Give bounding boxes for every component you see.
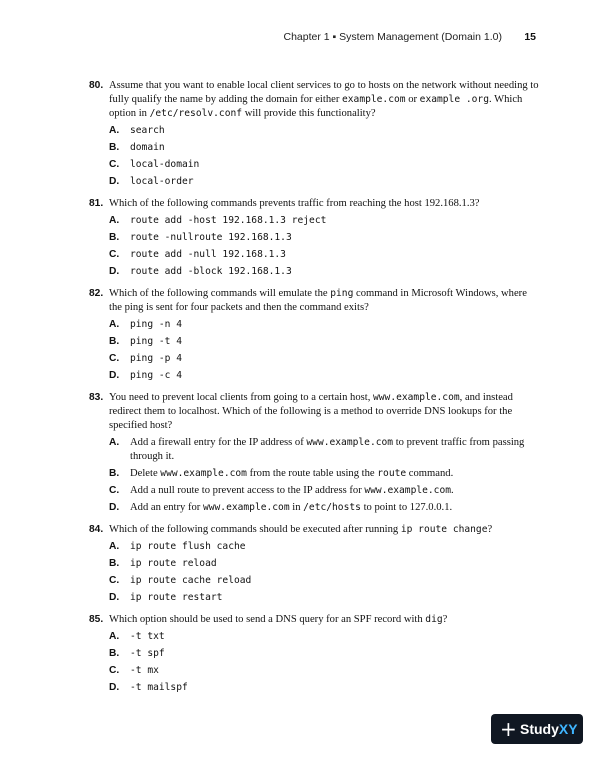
answer-option	[89, 335, 539, 349]
option-letter: C.	[109, 485, 120, 496]
option-text: route add -null 192.168.1.3	[130, 249, 286, 260]
question-81	[89, 197, 539, 279]
answer-option	[89, 664, 539, 678]
answer-option	[89, 647, 539, 661]
question-80	[89, 79, 539, 189]
answer-option	[89, 369, 539, 383]
option-text: ip route flush cache	[130, 541, 246, 552]
option-text: in	[289, 502, 304, 513]
question-number: 83.	[89, 392, 104, 403]
option-letter: D.	[109, 682, 120, 693]
answer-option	[89, 248, 539, 262]
answer-option	[89, 467, 539, 481]
answer-option	[89, 175, 539, 189]
option-text: route -nullroute 192.168.1.3	[130, 232, 292, 243]
option-text: ip route restart	[130, 592, 223, 603]
inline-code: www.example.com	[364, 485, 452, 496]
option-text: command.	[406, 468, 454, 479]
option-text: -t spf	[130, 648, 165, 659]
answer-option	[89, 681, 539, 695]
option-text: ping -p 4	[130, 353, 182, 364]
question-stem	[89, 523, 539, 537]
answer-option	[89, 591, 539, 605]
option-letter: C.	[109, 159, 120, 170]
option-text: .	[451, 485, 454, 496]
option-text: ping -c 4	[130, 370, 182, 381]
option-text: to prevent traffic from passing through it.	[130, 437, 525, 462]
logo-wordmark: StudyXY	[520, 721, 578, 737]
option-text: -t mailspf	[130, 682, 188, 693]
inline-code: www.example.com	[373, 392, 460, 403]
question-number: 82.	[89, 288, 104, 299]
option-text: Delete	[130, 468, 161, 479]
option-letter: C.	[109, 249, 120, 260]
question-stem	[89, 391, 539, 433]
plus-icon: +	[500, 717, 517, 741]
option-letter: A.	[109, 125, 120, 136]
answer-option	[89, 214, 539, 228]
option-text: ip route reload	[130, 558, 217, 569]
answer-option	[89, 436, 539, 464]
answer-option	[89, 484, 539, 498]
inline-code: /etc/hosts	[303, 502, 361, 513]
question-number: 81.	[89, 198, 104, 209]
inline-code: /etc/resolv.conf	[149, 108, 243, 119]
answer-option	[89, 158, 539, 172]
option-letter: D.	[109, 266, 120, 277]
inline-code: www.example.com	[202, 502, 290, 513]
option-text: local-order	[130, 176, 194, 187]
question-85	[89, 613, 539, 695]
stem-text: , and instead redirect them to localhost. Which of the following is a method to override DNS lookups for the specified host?	[109, 392, 513, 431]
page-header	[0, 31, 612, 47]
question-stem	[89, 287, 539, 315]
page-number: 15	[524, 31, 536, 43]
option-text: local-domain	[130, 159, 200, 170]
stem-text: will provide this functionality?	[242, 108, 376, 119]
option-letter: B.	[109, 468, 120, 479]
inline-code: example .org	[419, 94, 489, 105]
stem-text: ?	[487, 524, 493, 535]
option-letter: C.	[109, 575, 120, 586]
stem-text: . Which option in	[109, 94, 523, 119]
chapter-title: Chapter 1 ▪ System Management (Domain 1.0)	[283, 31, 502, 43]
answer-option	[89, 557, 539, 571]
answer-option	[89, 630, 539, 644]
studyxy-logo	[491, 714, 583, 744]
inline-code: www.example.com	[306, 437, 394, 448]
option-letter: C.	[109, 353, 120, 364]
stem-text: or	[405, 94, 420, 105]
question-list	[89, 79, 539, 703]
option-letter: D.	[109, 370, 120, 381]
option-letter: A.	[109, 631, 120, 642]
answer-option	[89, 141, 539, 155]
option-text: -t mx	[130, 665, 159, 676]
inline-code: ping	[330, 288, 354, 299]
option-letter: D.	[109, 502, 120, 513]
option-text: ping -t 4	[130, 336, 182, 347]
question-stem	[89, 197, 539, 211]
inline-code: www.example.com	[160, 468, 247, 479]
option-text: to point to 127.0.0.1.	[360, 502, 453, 513]
option-letter: B.	[109, 232, 120, 243]
option-text: search	[130, 125, 165, 136]
option-text: ping -n 4	[130, 319, 182, 330]
answer-option	[89, 231, 539, 245]
stem-text: ?	[442, 614, 448, 625]
option-text: -t txt	[130, 631, 165, 642]
question-82	[89, 287, 539, 383]
answer-option	[89, 318, 539, 332]
option-text: route add -block 192.168.1.3	[130, 266, 292, 277]
option-text: Add an entry for	[130, 502, 203, 513]
question-number: 84.	[89, 524, 104, 535]
option-letter: D.	[109, 176, 120, 187]
question-stem	[89, 613, 539, 627]
question-stem	[89, 79, 539, 121]
question-83	[89, 391, 539, 515]
option-letter: A.	[109, 541, 120, 552]
option-text: domain	[130, 142, 165, 153]
answer-option	[89, 124, 539, 138]
option-letter: A.	[109, 319, 120, 330]
inline-code: route	[377, 468, 407, 479]
question-number: 80.	[89, 80, 104, 91]
stem-text: Assume that you want to enable local client services to go to hosts on the network without needing to fully qualify the name by adding the domain for either	[109, 80, 539, 105]
stem-text: Which option should be used to send a DNS query for an SPF record with	[109, 614, 426, 625]
question-number: 85.	[89, 614, 104, 625]
option-letter: A.	[109, 215, 120, 226]
answer-option	[89, 265, 539, 279]
inline-code: dig	[425, 614, 443, 625]
stem-text: Which of the following commands prevents traffic from reaching the host 192.168.1.3?	[109, 198, 480, 209]
answer-option	[89, 501, 539, 515]
option-letter: B.	[109, 336, 120, 347]
question-84	[89, 523, 539, 605]
option-text: route add -host 192.168.1.3 reject	[130, 215, 327, 226]
option-letter: D.	[109, 592, 120, 603]
inline-code: example.com	[342, 94, 406, 105]
option-text: from the route table using the	[246, 468, 378, 479]
answer-option	[89, 352, 539, 366]
option-letter: B.	[109, 142, 120, 153]
option-letter: B.	[109, 648, 120, 659]
answer-option	[89, 574, 539, 588]
option-letter: A.	[109, 437, 120, 448]
stem-text: You need to prevent local clients from going to a certain host,	[109, 392, 373, 403]
stem-text: Which of the following commands will emulate the	[109, 288, 331, 299]
stem-text: Which of the following commands should be executed after running	[109, 524, 401, 535]
option-text: ip route cache reload	[130, 575, 252, 586]
option-text: Add a null route to prevent access to the IP address for	[130, 485, 365, 496]
option-text: Add a firewall entry for the IP address of	[130, 437, 307, 448]
option-letter: C.	[109, 665, 120, 676]
stem-text: command in Microsoft Windows, where the ping is sent for four packets and then the command exits?	[109, 288, 527, 313]
answer-option	[89, 540, 539, 554]
option-letter: B.	[109, 558, 120, 569]
inline-code: ip route change	[400, 524, 488, 535]
